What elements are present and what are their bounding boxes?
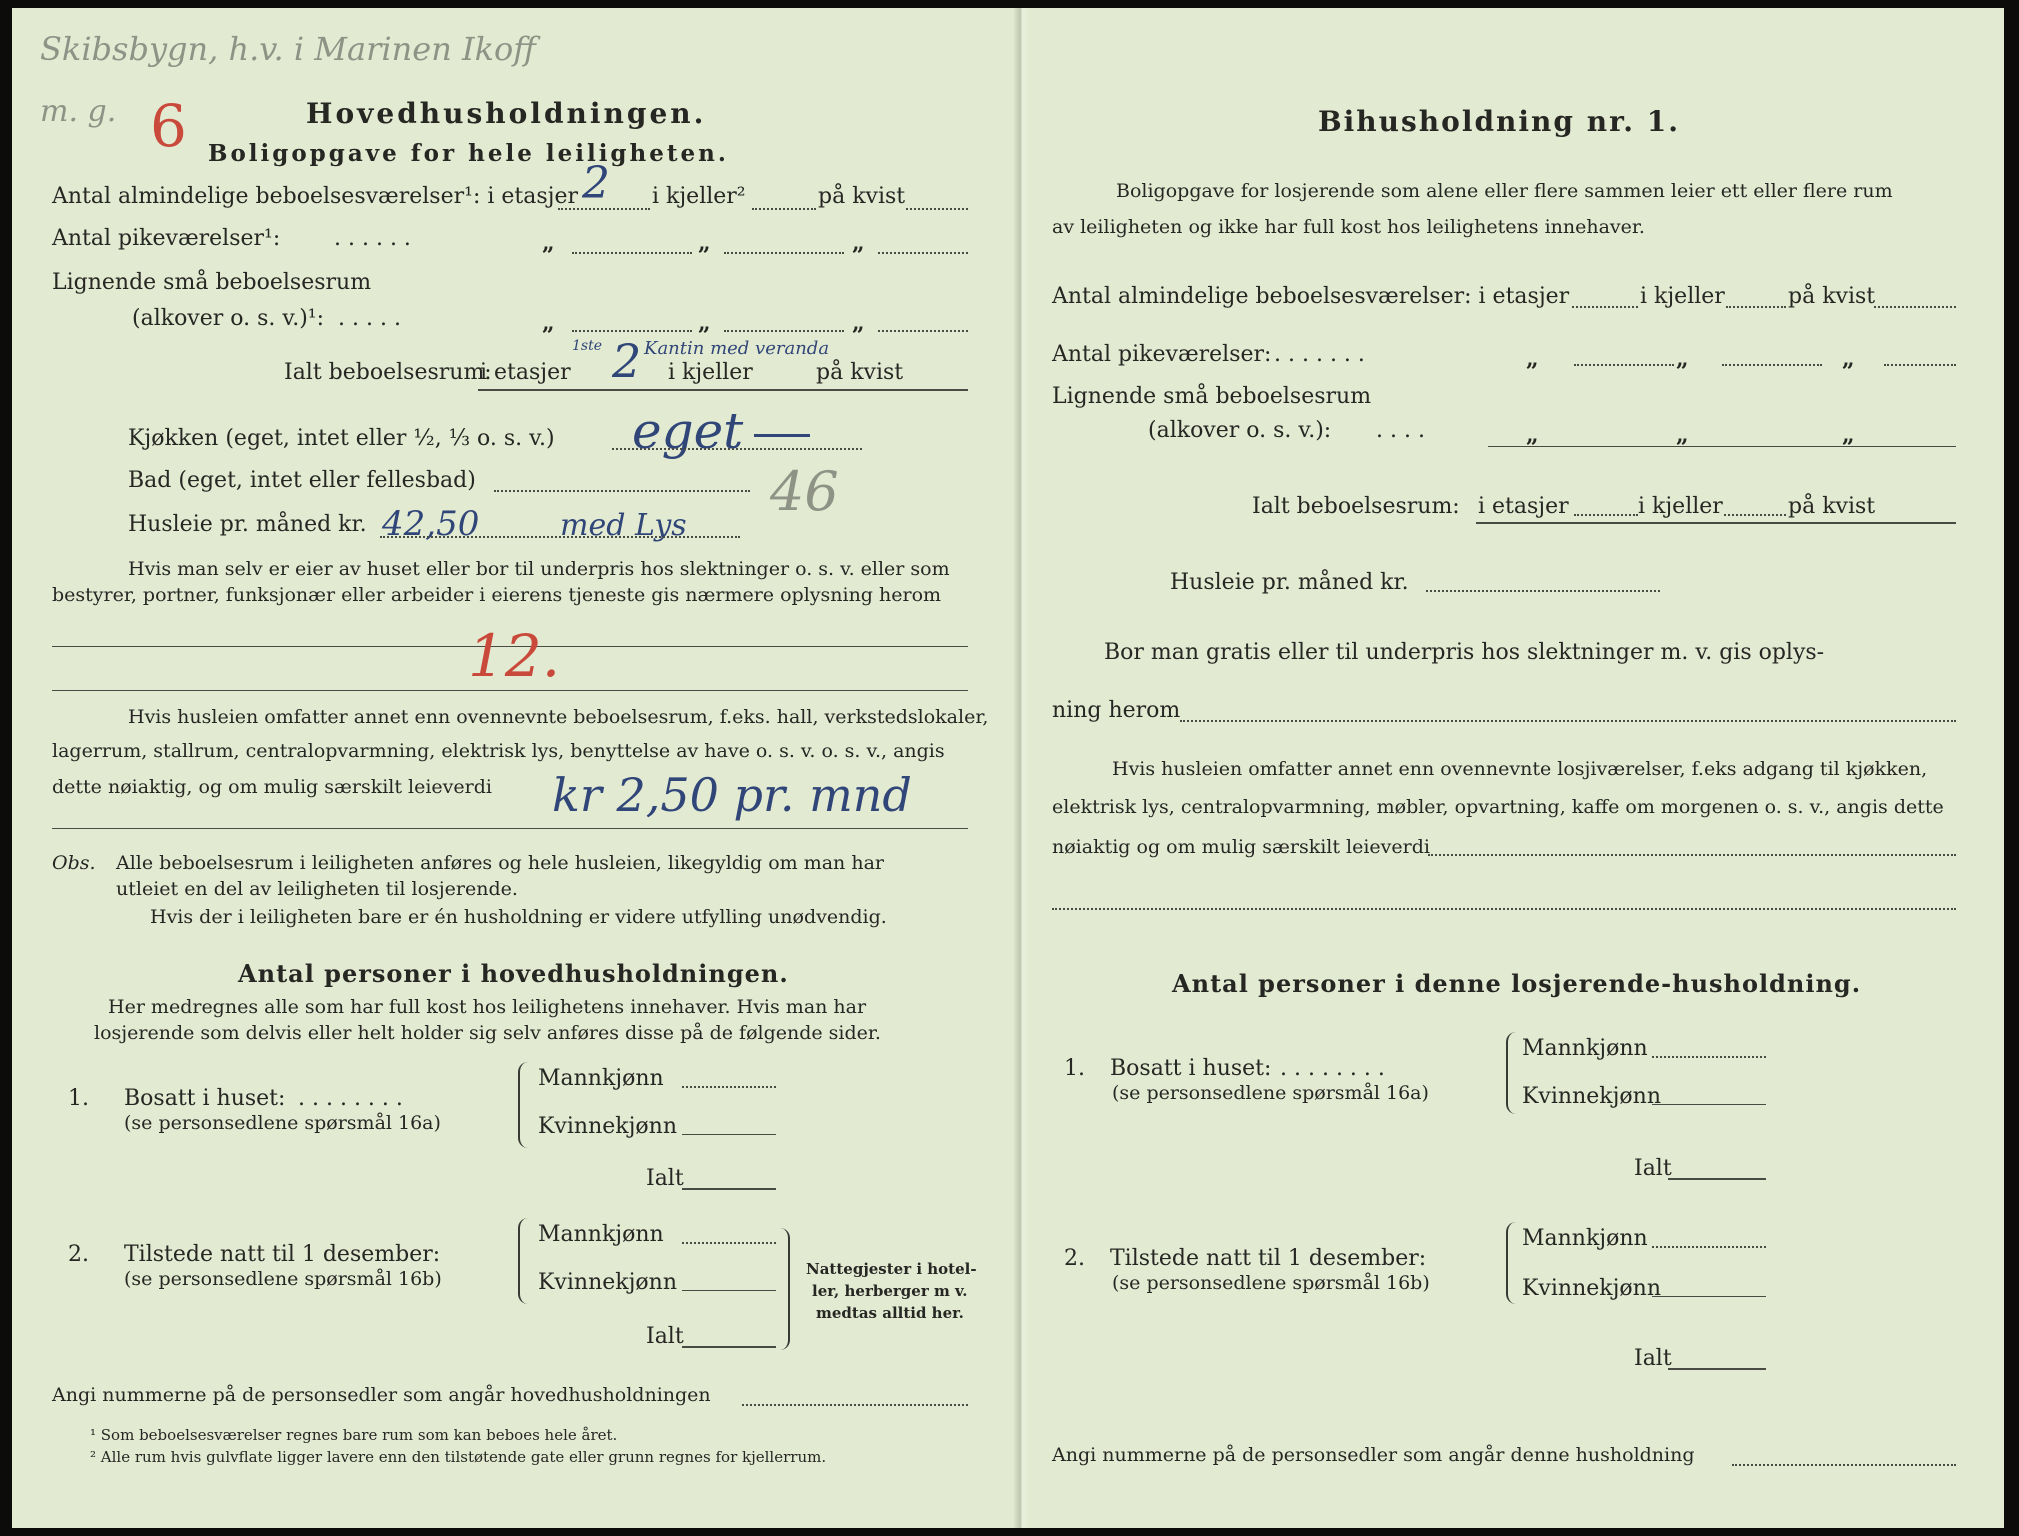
left-kitchen-label: Kjøkken (eget, intet eller ½, ⅓ o. s. v.) [128,426,555,451]
hw-rent-value: 42,50 [382,504,480,544]
hw-red-twelve: 12. [468,622,561,690]
hw-pencil-number: 46 [770,460,839,523]
right-angi-numbers-label: Angi nummerne på de personsedler som angår denne husholdning [1052,1444,1695,1466]
left-persons-title: Antal personer i hovedhusholdningen. [238,959,789,988]
right-maid-rooms-label: Antal pikeværelser: [1052,342,1272,367]
left-rent-label: Husleie pr. måned kr. [128,512,367,537]
handwritten-occupation-note: Skibsbygn, h.v. i Marinen Ikoff [40,30,536,68]
census-form-page: Skibsbygn, h.v. i Marinen Ikoff m. g. 6 Hovedhusholdningen. Boligopgave for hele leiligheten. Antal almindelige beboelsesværelser¹: i etasjer 2 i kjeller² på kvist Antal pikeværelser¹: . . . . . . „ „ „ Lignende små beboelsesrum (alkover o. s. v.)¹: . . . . . „ „ „ Ialt beboelsesrum: i etasjer 1ste 2 Kantin med veranda i kjeller på kvist Kjøkken (eget, intet eller ½, ⅓ o. s. v.) eget Bad (eget, intet eller fellesbad) 46 Husleie pr. måned kr. 42,50 med Lys Hvis man selv er eier av huset eller bor til underpris hos slektninger o. s. v. eller som bestyrer, portner, funksjonær eller arbeider i eierens tjeneste gis nærmere oplysning herom 12. Hvis husleien omfatter annet enn ovennevnte beboelsesrum, f.eks. hall, verkstedslokaler, lagerrum, stallrum, centralopvarmning, elektrisk lys, benyttelse av have o. s. v. o. s. v., angis dette nøiaktig, og om mulig særskilt leieverdi kr 2,50 pr. mnd Obs. Alle beboelsesrum i leiligheten anføres og hele husleien, likegyldig om man har utleiet en del av leiligheten til losjerende. Hvis der i leiligheten bare er én husholdning er videre utfylling unødvendig. Antal personer i hovedhusholdningen. Her medregnes alle som har full kost hos leilighetens innehaver. Hvis man har losjerende som delvis eller helt holder sig selv anføres disse på de følgende sider. 1. Bosatt i huset: . . . . . . . . (se personsedlene spørsmål 16a) Mannkjønn Kvinnekjønn Ialt 2. Tilstede natt til 1 desember: (se personsedlene spørsmål 16b) Mannkjønn Kvinnekjønn Ialt Nattegjester i hotel- ler, herberger m v. medtas alltid her. Angi nummerne på de personsedler som angår hovedhusholdningen ¹ Som beboelsesværelser regnes bare rum som kan beboes hele året. ² Alle rum hvis gulvflate ligger lavere enn den tilstøtende gate eller grunn regnes for kjellerrum. Bihusholdning nr. 1. Boligopgave for losjerende som alene eller flere sammen leier ett eller flere rum av leiligheten og ikke har full kost hos leilighetens innehaver. Antal almindelige beboelsesværelser: i etasjer i kjeller på kvist Antal pikeværelser: . . . . . . . „ „ „ Lignende små beboelsesrum (alkover o. s. v.): . . . . „ „ „ Ialt beboelsesrum: i etasjer i kjeller på kvist Husleie pr. måned kr. Bor man gratis eller til underpris hos slektninger m. v. gis oplys- ning herom Hvis husleien omfatter annet enn ovennevnte losjiværelser, f.eks adgang til kjøkken, elektrisk lys, centralopvarmning, møbler, opvartning, kaffe om morgenen o. s. v., angis dette nøiaktig og om mulig særskilt leieverdi Antal personer i denne losjerende-husholdning. 1. Bosatt i huset: . . . . . . . . (se personsedlene spørsmål 16a) Mannkjønn Kvinnekjønn Ialt 2. Tilstede natt til 1 desember: (se personsedlene spørsmål 16b) Mannkjønn Kvinnekjønn Ialt Angi nummerne på de personsedler som angår denne husholdning [12,8,2004,1528]
left-small-rooms-label: Lignende små beboelsesrum [52,270,372,295]
left-ordinary-rooms-label: Antal almindelige beboelsesværelser¹: i etasjer [52,184,579,209]
right-persons-title: Antal personer i denne losjerende-husholdning. [1172,969,1862,998]
right-ordinary-rooms-label: Antal almindelige beboelsesværelser: i etasjer [1052,284,1570,309]
right-total-rooms-label: Ialt beboelsesrum: [1252,494,1460,519]
hw-rent-value-detail: kr 2,50 pr. mnd [552,768,912,822]
handwritten-red-number: 6 [150,92,187,160]
left-total-rooms-label: Ialt beboelsesrum: [284,360,492,385]
left-title: Hovedhusholdningen. [306,97,707,130]
hw-etasjer-value: 2 [582,158,610,209]
right-title: Bihusholdning nr. 1. [1318,105,1680,138]
hw-kitchen-value: eget [632,402,744,460]
hw-rent-note: med Lys [560,508,687,543]
left-maid-rooms-label: Antal pikeværelser¹: [52,226,281,251]
hw-total-etasjer: 2 [612,334,642,388]
left-subtitle: Boligopgave for hele leiligheten. [208,140,729,167]
footnote-2: ² Alle rum hvis gulvflate ligger lavere enn den tilstøtende gate eller grunn regnes for kjellerrum. [90,1448,827,1466]
right-small-rooms-label: Lignende små beboelsesrum [1052,384,1372,409]
hw-total-note: Kantin med veranda [644,338,830,359]
page-fold [1013,8,1029,1528]
handwritten-mg-note: m. g. [40,94,117,129]
right-rent-label: Husleie pr. måned kr. [1170,570,1409,595]
left-i-kjeller-label: i kjeller² [652,184,746,209]
left-angi-numbers-label: Angi nummerne på de personsedler som angår hovedhusholdningen [52,1384,711,1406]
left-pa-kvist-label: på kvist [818,184,906,209]
footnote-1: ¹ Som beboelsesværelser regnes bare rum som kan beboes hele året. [90,1426,618,1444]
left-bath-label: Bad (eget, intet eller fellesbad) [128,468,476,493]
